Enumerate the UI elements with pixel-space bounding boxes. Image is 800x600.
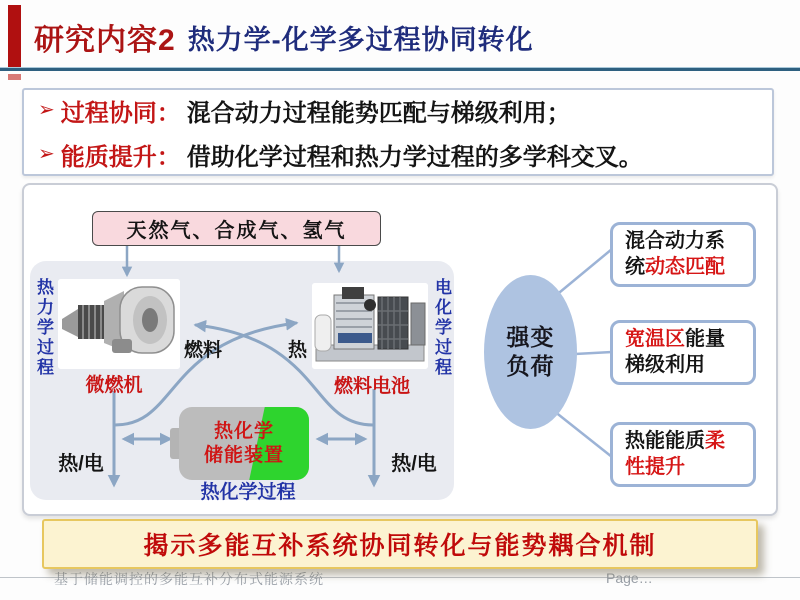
left-output-label: 热/电 [58,453,104,475]
thermochemical-process-label: 热化学过程 [200,482,296,503]
storage-device-label [179,407,309,480]
footer-project-title: 基于储能调控的多能互补分布式能源系统 [54,571,324,587]
storage-label-line2: 储能装置 [203,444,284,466]
key-points-panel [22,88,774,176]
slide-header [34,12,534,62]
header-red-tick [8,74,21,80]
connector-line [575,352,612,354]
goal-text: 混合动力系统 [625,230,725,279]
fuel-flow-label: 燃料 [184,340,223,361]
goal-text: 能量梯级利用 [625,328,725,377]
right-output-label: 热/电 [391,453,437,475]
conclusion-text: 揭示多能互补系统协同转化与能势耦合机制 [143,532,657,560]
load-ellipse [484,275,577,429]
header-divider [0,67,800,71]
heat-flow-label: 热 [288,340,308,361]
bullet-term: 过程协同： [60,99,181,127]
bullet-arrow-icon: ➢ [38,98,55,121]
load-label-line2: 负荷 [506,353,555,379]
electrochemical-process-label: 电化学过程 [432,278,451,378]
battery-icon [179,407,309,480]
bullet-term: 能质提升： [60,143,181,171]
header-red-bar [8,5,21,68]
connector-line [554,411,612,457]
fuel-cell-photo [312,283,428,369]
conclusion-banner [42,519,758,569]
header-tag: 研究内容2 [34,24,176,57]
key-point-row [38,93,772,128]
footer-page-number: Page… [606,570,653,586]
bullet-arrow-icon: ➢ [38,142,55,165]
goal-box-flexible-upgrade [610,422,756,487]
connector-line [554,249,612,297]
bullet-desc: 借助化学过程和热力学过程的多学科交叉。 [186,143,643,171]
page-title: 热力学-化学多过程协同转化 [187,24,534,55]
fuel-input-box: 天然气、合成气、氢气 [92,211,381,246]
goal-text-highlight: 宽温区 [625,328,685,350]
load-label-line1: 强变 [506,324,555,351]
goal-text-highlight: 动态匹配 [645,256,725,279]
thermodynamic-process-label: 热力学过程 [34,278,53,378]
goal-text-highlight: 柔性提升 [625,430,725,479]
goal-box-dynamic-matching [610,222,756,287]
storage-label-line1: 热化学 [213,420,274,442]
goal-box-cascade-utilization [610,320,756,385]
diagram-panel [22,183,778,516]
goal-text: 热能能质 [625,430,705,452]
key-point-row [38,137,772,172]
micro-turbine-label: 微燃机 [85,375,143,396]
bullet-desc: 混合动力过程能势匹配与梯级利用； [186,99,571,127]
micro-turbine-photo [58,279,180,369]
fuel-cell-label: 燃料电池 [333,376,410,397]
